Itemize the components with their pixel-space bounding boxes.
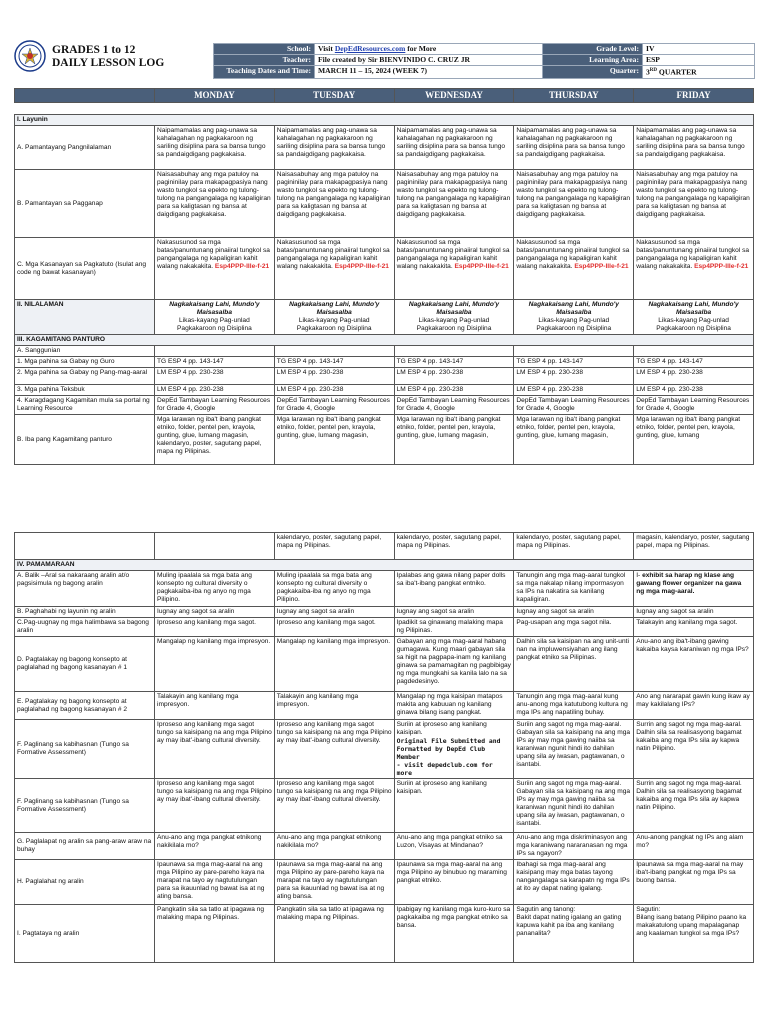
- title-line-2: DAILY LESSON LOG: [52, 57, 165, 69]
- competency-code: Esp4PPP-IIIe-f-21: [694, 263, 749, 270]
- cell: TG ESP 4 pp. 143-147: [155, 357, 275, 368]
- cell: Anu-ano ang mga diskriminasyon ang mga karaniwang nararanasan ng mga IPs sa ngayon?: [514, 833, 634, 860]
- cell: Nagkakaisang Lahi, Mundo'y Maisasalba Likas-kayang Pag-unlad Pagkakaroon ng Disiplina: [274, 300, 394, 335]
- cell: Nagkakaisang Lahi, Mundo'y Maisasalba Likas-kayang Pag-unlad Pagkakaroon ng Disiplina: [394, 300, 514, 335]
- title-line-1: GRADES 1 to 12: [52, 44, 136, 56]
- cell: Nagkakaisang Lahi, Mundo'y Maisasalba Likas-kayang Pag-unlad Pagkakaroon ng Disiplina: [155, 300, 275, 335]
- cell: [634, 346, 754, 357]
- school-value: Visit DepEdResources.com for More: [315, 44, 543, 55]
- cell: Nakasusunod sa mga batas/panuntunang pinaiiral tungkol sa pangangalaga ng kapaligiran kahit walang nakakakita. Esp4PPP-IIIe-f-21: [394, 238, 514, 300]
- dates-label: Teaching Dates and Time:: [214, 66, 315, 79]
- cell: Anu-ano ang mga pangkat etnikong nakikilala mo?: [274, 833, 394, 860]
- cell: Tanungin ang mga mag-aaral kung anu-anong mga katutubong kultura ng mga IPs ang napatiling buhay.: [514, 692, 634, 720]
- cell: Iugnay ang sagot sa aralin: [274, 607, 394, 618]
- cell: DepEd Tambayan Learning Resources for Grade 4, Google: [514, 396, 634, 415]
- cell: Ipaunawa sa mga mag-aaral na ang mga Pilipino ay pare-pareho kaya na marapat na tayo ay nagtutulungan para sa ikauunlad ng bawat isa at ng ating bansa.: [155, 860, 275, 905]
- cell: kalendaryo, poster, sagutang papel, mapa ng Pilipinas.: [394, 533, 514, 560]
- row-pamantayan-pagganap: [15, 170, 754, 238]
- cell: Mga larawan ng iba't ibang pangkat etniko, folder, pentel pen, krayola, gunting, glue, lumang magasin, kalendaryo, poster, sagutang papel, mapa ng Pilipinas.: [155, 415, 275, 465]
- cell: Anu-ano ang mga pangkat etnikong nakikilala mo?: [155, 833, 275, 860]
- cell: Muling ipaalala sa mga bata ang konsepto ng cultural diversity o pagkakaiba-iba ng anyo ng mga Pilipino.: [155, 571, 275, 607]
- cell: Gabayan ang mga mag-aaral habang gumagawa. Kung maari gabayan sila sa higit na pagpapa-inam ng kanilang ginawa sa pamamagitan ng pagbibigay ng mga mungkahi sa kanila lalo na sa pagdedesinyo.: [394, 637, 514, 692]
- label-pagganap: B. Pamantayan sa Pagganap: [15, 170, 155, 238]
- cell: Mga larawan ng iba't ibang pangkat etniko, folder, pentel pen, krayola, gunting, glue, lumang magasin,: [274, 415, 394, 465]
- cell: Iugnay ang sagot sa aralin: [634, 607, 754, 618]
- cell: Dalhin sila sa kaisipan na ang unit-unti nan na impluwensiyahan ang ilang pangkat etniko sa Pilipinas.: [514, 637, 634, 692]
- label-gabay-mag-aaral: 2. Mga pahina sa Gabay ng Pang-mag-aaral: [15, 368, 155, 385]
- cell: Iugnay ang sagot sa aralin: [514, 607, 634, 618]
- day-wednesday: WEDNESDAY: [394, 89, 514, 103]
- cell: magasin, kalendaryo, poster, sagutang papel, mapa ng Pilipinas.: [634, 533, 754, 560]
- cell: TG ESP 4 pp. 143-147: [634, 357, 754, 368]
- cell: Iugnay ang sagot sa aralin: [394, 607, 514, 618]
- cell: Suriin at iproseso ang kanilang kaisipan.: [394, 779, 514, 833]
- grade-label: Grade Level:: [543, 44, 643, 55]
- cell: Naisasabuhay ang mga patuloy na pagininilay para makapagpasiya nang wasto tungkol sa epekto ng tulong-tulong na pangangalaga ng kapaligiran para sa kaligtasan ng bansa at daigdigang pagkakaisa.: [514, 170, 634, 238]
- cell: Ano ang nararapat gawin kung ikaw ay may kakilalang IPs?: [634, 692, 754, 720]
- cell: LM ESP 4 pp. 230-238: [394, 368, 514, 385]
- label-portal: 4. Karagdagang Kagamitan mula sa portal ng Learning Resource: [15, 396, 155, 415]
- cell: Talakayin ang kanilang mga sagot.: [634, 618, 754, 637]
- cell: LM ESP 4 pp. 230-238: [155, 368, 275, 385]
- row-pamantayang-pangnilalaman: [15, 126, 754, 170]
- cell: Naipamamalas ang pag-unawa sa kahalagahan ng pagkakaroon ng sariling disiplina para sa bansa tungo sa pandaigdigang pagkakaisa.: [514, 126, 634, 170]
- cell: Pag-usapan ang mga sagot nila.: [514, 618, 634, 637]
- cell: Nakasusunod sa mga batas/panuntunang pinaiiral tungkol sa pangangalaga ng kapaligiran kahit walang nakakakita. Esp4PPP-IIIe-f-21: [155, 238, 275, 300]
- cell: Naipamamalas ang pag-unawa sa kahalagahan ng pagkakaroon ng sariling disiplina para sa bansa tungo sa pandaigdigang pagkakaisa.: [155, 126, 275, 170]
- row-nilalaman: [15, 300, 754, 335]
- label-teksbuk: 3. Mga pahina Teksbuk: [15, 385, 155, 396]
- cell: Nakasusunod sa mga batas/panuntunang pinaiiral tungkol sa pangangalaga ng kapaligiran kahit walang nakakakita. Esp4PPP-IIIe-f-21: [274, 238, 394, 300]
- cell: Suriin ang sagot ng mga mag-aaral. Gabayan sila sa kaisipang na ang mga IPs ay may mga gawing naiiba sa karaniwan ngunit hindi ito dahilan upang sila ay iwasan, pagtawanan, o isantabi.: [514, 779, 634, 833]
- cell: Talakayin ang kanilang mga impresyon.: [274, 692, 394, 720]
- cell: LM ESP 4 pp. 230-238: [155, 385, 275, 396]
- cell: Iproseso ang kanilang mga sagot tungo sa kaisipang na ang mga Pilipino ay may ibat'-ibang cultural diversity.: [274, 779, 394, 833]
- quarter-label: Quarter:: [543, 66, 643, 79]
- day-thursday: THURSDAY: [514, 89, 634, 103]
- area-value: ESP: [643, 55, 755, 66]
- cell: Mga larawan ng iba't ibang pangkat etniko, folder, pentel pen, krayola, gunting, glue, lumang magasin,: [514, 415, 634, 465]
- depedclub-watermark: Original File Submitted and Formatted by DepEd Club Member - visit depedclub.com for more: [396, 737, 501, 777]
- area-label: Learning Area:: [543, 55, 643, 66]
- cell: Pangkatin sila sa tatlo at ipagawa ng malaking mapa ng Pilipinas.: [155, 905, 275, 963]
- cell: Ipaunawa sa mga mag-aaral na ang mga Pilipino ay binubuo ng maraming pangkat etniko.: [394, 860, 514, 905]
- day-header-blank: [15, 89, 155, 103]
- lesson-table-page-1: [14, 114, 754, 465]
- teacher-value: File created by Sir BIENVINIDO C. CRUZ JR: [315, 55, 543, 66]
- cell: Iproseso ang kanilang mga sagot.: [274, 618, 394, 637]
- cell: Naisasabuhay ang mga patuloy na pagininilay para makapagpasiya nang wasto tungkol sa epekto ng tulong-tulong na pangangalaga ng kapaligiran para sa kaligtasan ng bansa at daigdigang pagkakaisa.: [155, 170, 275, 238]
- dll-title: [52, 44, 192, 70]
- cell: Naisasabuhay ang mga patuloy na pagininilay para makapagpasiya nang wasto tungkol sa epekto ng tulong-tulong na pangangalaga ng kapaligiran para sa kaligtasan ng bansa at daigdigang pagkakaisa.: [394, 170, 514, 238]
- cell: [514, 346, 634, 357]
- cell: Ipadikit sa ginawang malaking mapa ng Pilipinas.: [394, 618, 514, 637]
- cell: Ibahagi sa mga mag-aaral ang kaisipang may mga batas tayong nangangalaga sa karapatn ng mga IPs at ito ay dapat nating igalang.: [514, 860, 634, 905]
- cell: DepEd Tambayan Learning Resources for Grade 4, Google: [274, 396, 394, 415]
- label-sanggunian: A. Sanggunian: [15, 346, 155, 357]
- cell: Ipalabas ang gawa nilang paper dolls sa iba't-ibang pangkat entniko.: [394, 571, 514, 607]
- cell: [394, 346, 514, 357]
- competency-code: Esp4PPP-IIIe-f-21: [214, 263, 270, 270]
- section-kagamitan: III. KAGAMITANG PANTURO: [15, 335, 754, 346]
- cell: LM ESP 4 pp. 230-238: [394, 385, 514, 396]
- cell: Surrin ang sagot ng mga mag-aaral. Dalhin sila sa realisasyong bagamat kakaiba ang mga IPs sila ay kapwa natin Pilipino.: [634, 779, 754, 833]
- header-info-table: [213, 43, 755, 79]
- grade-value: IV: [643, 44, 755, 55]
- label-iba-pang-kagamitan: B. Iba pang Kagamitang panturo: [15, 415, 155, 465]
- teacher-label: Teacher:: [214, 55, 315, 66]
- cell: kalendaryo, poster, sagutang papel, mapa ng Pilipinas.: [274, 533, 394, 560]
- competency-code: Esp4PPP-IIIe-f-21: [334, 263, 389, 270]
- label-balik-aral: A. Balik –Aral sa nakaraang aralin at/o pagsisimula ng bagong aralin: [15, 571, 155, 607]
- cell: Suriin at iproseso ang kanilang kaisipan. Original File Submitted and Formatted by DepEd Club Member - visit depedclub.com for more: [394, 720, 514, 779]
- cell: DepEd Tambayan Learning Resources for Grade 4, Google: [394, 396, 514, 415]
- cell: Naisasabuhay ang mga patuloy na pagininilay para makapagpasiya nang wasto tungkol sa epekto ng tulong-tulong na pangangalaga ng kapaligiran para sa kaligtasan ng bansa at daigdigang pagkakaisa.: [634, 170, 754, 238]
- cell: LM ESP 4 pp. 230-238: [274, 385, 394, 396]
- label-pagtataya: I. Pagtataya ng aralin: [15, 905, 155, 963]
- cell: TG ESP 4 pp. 143-147: [274, 357, 394, 368]
- cell: Anu-ano ang iba't-ibang gawing kakaiba kaysa karaniwan ng mga IPs?: [634, 637, 754, 692]
- cell: TG ESP 4 pp. 143-147: [394, 357, 514, 368]
- cell: LM ESP 4 pp. 230-238: [514, 385, 634, 396]
- cell: Anu-anong pangkat ng IPs ang alam mo?: [634, 833, 754, 860]
- label-gabay-guro: 1. Mga pahina sa Gabay ng Guro: [15, 357, 155, 368]
- cell: Mangalap ng kanilang mga impresyon.: [274, 637, 394, 692]
- label-pag-uugnay: C.Pag-uugnay ng mga halimbawa sa bagong aralin: [15, 618, 155, 637]
- deped-seal: [14, 40, 46, 72]
- cell: Mga larawan ng iba't ibang pangkat etniko, folder, pentel pen, krayola, gunting, glue, lumang: [634, 415, 754, 465]
- competency-code: Esp4PPP-IIIe-f-21: [574, 263, 629, 270]
- cell: Nagkakaisang Lahi, Mundo'y Maisasalba Likas-kayang Pag-unlad Pagkakaroon ng Disiplina: [634, 300, 754, 335]
- cell: Mangalap ng kanilang mga impresyon.: [155, 637, 275, 692]
- cell: [155, 346, 275, 357]
- competency-code: Esp4PPP-IIIe-f-21: [454, 263, 509, 270]
- cell: Naipamamalas ang pag-unawa sa kahalagahan ng pagkakaroon ng sariling disiplina para sa bansa tungo sa pandaigdigang pagkakaisa.: [394, 126, 514, 170]
- cell: Mga larawan ng iba't ibang pangkat etniko, folder, pentel pen, krayola, gunting, glue, lumang magasin,: [394, 415, 514, 465]
- cell: Anu-ano ang mga pangkat etniko sa Luzon, Visayas at Mindanao?: [394, 833, 514, 860]
- cell: Sagutin: Bilang isang batang Pilipino paano ka makakatulong upang mapalaganap ang kaalaman tungkol sa mga IPs?: [634, 905, 754, 963]
- label-paghahabi: B. Paghahabi ng layunin ng aralin: [15, 607, 155, 618]
- label-pangnilalaman: A. Pamantayang Pangnilalaman: [15, 126, 155, 170]
- day-monday: MONDAY: [155, 89, 275, 103]
- cell: LM ESP 4 pp. 230-238: [634, 385, 754, 396]
- label-paglinang-2: F. Paglinang sa kabihasnan (Tungo sa Formative Assessment): [15, 779, 155, 833]
- cell: Suriin ang sagot ng mga mag-aaral. Gabayan sila sa kaisipang na ang mga IPs ay may mga gawing naiiba sa karaniwan ngunit hindi ito dahilan upang sila ay iwasan, pagtawanan, o isantabi.: [514, 720, 634, 779]
- cell: Iproseso ang kanilang mga sagot tungo sa kaisipang na ang mga Pilipino ay may ibat'-ibang cultural diversity.: [155, 720, 275, 779]
- cell: Muling ipaalala sa mga bata ang konsepto ng cultural diversity o pagkakaiba-iba ng anyo ng mga Pilipino.: [274, 571, 394, 607]
- cell: LM ESP 4 pp. 230-238: [634, 368, 754, 385]
- cell: Nagkakaisang Lahi, Mundo'y Maisasalba Likas-kayang Pag-unlad Pagkakaroon ng Disiplina: [514, 300, 634, 335]
- cell: Pangkatin sila sa tatlo at ipagawa ng malaking mapa ng Pilipinas.: [274, 905, 394, 963]
- cell: Mangalap ng mga kaisipan matapos makita ang kabuuan ng kanilang ginawa bilang isang pangkat.: [394, 692, 514, 720]
- label-paglalahat: H. Paglalahat ng aralin: [15, 860, 155, 905]
- day-friday: FRIDAY: [634, 89, 754, 103]
- cell: kalendaryo, poster, sagutang papel, mapa ng Pilipinas.: [514, 533, 634, 560]
- cell: Talakayin ang kanilang mga impresyon.: [155, 692, 275, 720]
- cell: DepEd Tambayan Learning Resources for Grade 4, Google: [634, 396, 754, 415]
- cell: [274, 346, 394, 357]
- cell: I- exhibit sa harap ng klase ang gawang flower organizer na gawa ng mga mag-aaral.: [634, 571, 754, 607]
- cell: Naipamamalas ang pag-unawa sa kahalagahan ng pagkakaroon ng sariling disiplina para sa bansa tungo sa pandaigdigang pagkakaisa.: [274, 126, 394, 170]
- cell: Nakasusunod sa mga batas/panuntunang pinaiiral tungkol sa pangangalaga ng kapaligiran kahit walang nakakakita. Esp4PPP-IIIe-f-21: [514, 238, 634, 300]
- cell: [155, 533, 275, 560]
- cell: TG ESP 4 pp. 143-147: [514, 357, 634, 368]
- cell: Ipaunawa sa mga mag-aaral na may iba't-ibang pangkat ng mga IPs sa buong bansa.: [634, 860, 754, 905]
- cell: Naisasabuhay ang mga patuloy na pagininilay para makapagpasiya nang wasto tungkol sa epekto ng tulong-tulong na pangangalaga ng kapaligiran para sa kaligtasan ng bansa at daigdigang pagkakaisa.: [274, 170, 394, 238]
- cell: Iproseso ang kanilang mga sagot tungo sa kaisipang na ang mga Pilipino ay may ibat'-ibang cultural diversity.: [155, 779, 275, 833]
- dates-value: MARCH 11 – 15, 2024 (WEEK 7): [315, 66, 543, 79]
- label-kasanayan: C. Mga Kasanayan sa Pagkatuto (Isulat ang code ng bawat kasanayan): [15, 238, 155, 300]
- section-pamamaraan: IV. PAMAMARAAN: [15, 560, 754, 571]
- cell: Naipamamalas ang pag-unawa sa kahalagahan ng pagkakaroon ng sariling disiplina para sa bansa tungo sa pandaigdigang pagkakaisa.: [634, 126, 754, 170]
- cell: Ipaunawa sa mga mag-aaral na ang mga Pilipino ay pare-pareho kaya na marapat na tayo ay nagtutulungan para sa ikauunlad ng bawat isa at ng ating bansa.: [274, 860, 394, 905]
- quarter-value: 3RD QUARTER: [643, 66, 755, 79]
- cell: DepEd Tambayan Learning Resources for Grade 4, Google: [155, 396, 275, 415]
- deped-resources-link[interactable]: DepEdResources.com: [334, 44, 406, 53]
- cell: Tanungin ang mga mag-aaral tungkol sa mga nakalap nilang impormasyon sa IPs na nakatira sa kanilang kapaligiran.: [514, 571, 634, 607]
- cell: Iproseso ang kanilang mga sagot tungo sa kaisipang na ang mga Pilipino ay may ibat'-ibang cultural diversity.: [274, 720, 394, 779]
- label-pagtalakay-2: E. Pagtalakay ng bagong konsepto at paglalahad ng bagong kasanayan # 2: [15, 692, 155, 720]
- label-paglinang-1: F. Paglinang sa kabihasnan (Tungo sa Formative Assessment): [15, 720, 155, 779]
- cell: [15, 533, 155, 560]
- label-pagtalakay-1: D. Pagtalakay ng bagong konsepto at paglalahad ng bagong kasanayan # 1: [15, 637, 155, 692]
- day-header-bar: [14, 88, 754, 103]
- cell: Iugnay ang sagot sa aralin: [155, 607, 275, 618]
- school-label: School:: [214, 44, 315, 55]
- section-layunin: I. Layunin: [15, 115, 754, 126]
- cell: LM ESP 4 pp. 230-238: [274, 368, 394, 385]
- lesson-table-page-2: [14, 532, 754, 963]
- label-paglalapat: G. Paglalapat ng aralin sa pang-araw araw na buhay: [15, 833, 155, 860]
- cell: Ipabigay ng kanilang mga kuro-kuro sa pagkakaiba ng mga pangkat etniko sa bansa.: [394, 905, 514, 963]
- cell: Iproseso ang kanilang mga sagot.: [155, 618, 275, 637]
- cell: Surrin ang sagot ng mga mag-aaral. Dalhin sila sa realisasyong bagamat kakaiba ang mga IPs sila ay kapwa natin Pilipino.: [634, 720, 754, 779]
- day-tuesday: TUESDAY: [274, 89, 394, 103]
- cell: Sagutin ang tanong: Bakit dapat nating igalang an gating kapuwa kahit pa iba ang kanilang pananalita?: [514, 905, 634, 963]
- cell: LM ESP 4 pp. 230-238: [514, 368, 634, 385]
- section-nilalaman: II. NILALAMAN: [15, 300, 155, 335]
- row-kasanayan: [15, 238, 754, 300]
- cell: Nakasusunod sa mga batas/panuntunang pinaiiral tungkol sa pangangalaga ng kapaligiran kahit walang nakakakita. Esp4PPP-IIIe-f-21: [634, 238, 754, 300]
